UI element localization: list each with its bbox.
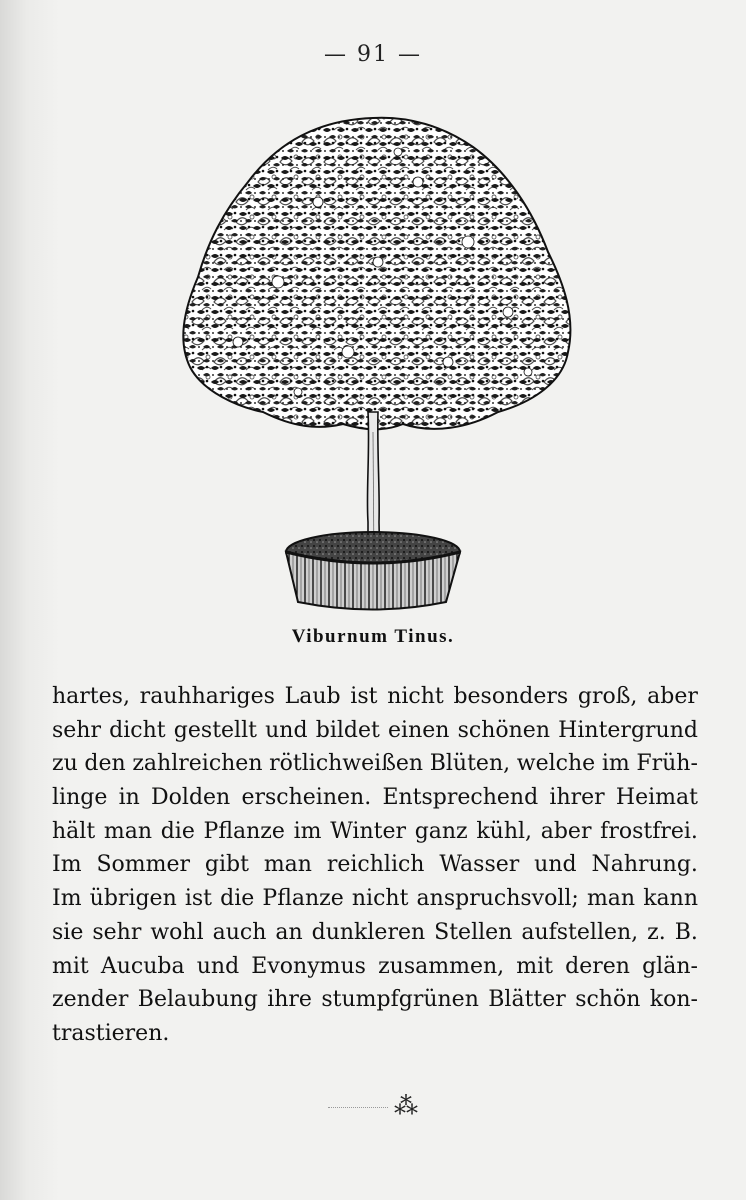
section-end-ornament [0, 1092, 746, 1120]
dotted-rule [328, 1107, 388, 1108]
text-line: hartes, rauhhariges Laub ist nicht besonders groß, aber [52, 684, 698, 709]
body-paragraph [52, 680, 698, 1051]
text-line: mit Aucuba und Evonymus zusammen, mit deren glän- [52, 953, 698, 979]
text-line: Im übrigen ist die Pflanze nicht anspruchsvoll; man kann [52, 886, 698, 912]
text-line: linge in Dolden erscheinen. Entsprechend ihrer Heimat [52, 785, 698, 811]
text-line: zender Belaubung ihre stumpfgrünen Blätter schön kon- [52, 987, 698, 1013]
figure-caption: Viburnum Tinus. [291, 626, 455, 647]
page-number: — 91 — [324, 42, 422, 67]
text-line: zu den zahlreichen rötlichweißen Blüten, welche im Früh- [52, 751, 698, 777]
tree-illustration [168, 112, 578, 617]
text-line: hält man die Pflanze im Winter ganz kühl, aber frostfrei. [52, 818, 698, 844]
text-line: sehr dicht gestellt und bildet einen schönen Hintergrund [52, 717, 698, 743]
text-line: sie sehr wohl auch an dunkleren Stellen aufstellen, z. B. [52, 919, 698, 945]
page-edge-shade [0, 0, 60, 1200]
asterism-icon: ⁂ [394, 1092, 418, 1120]
text-line: Im Sommer gibt man reichlich Wasser und Nahrung. [52, 852, 698, 878]
text-line: trastieren. [52, 1020, 170, 1046]
